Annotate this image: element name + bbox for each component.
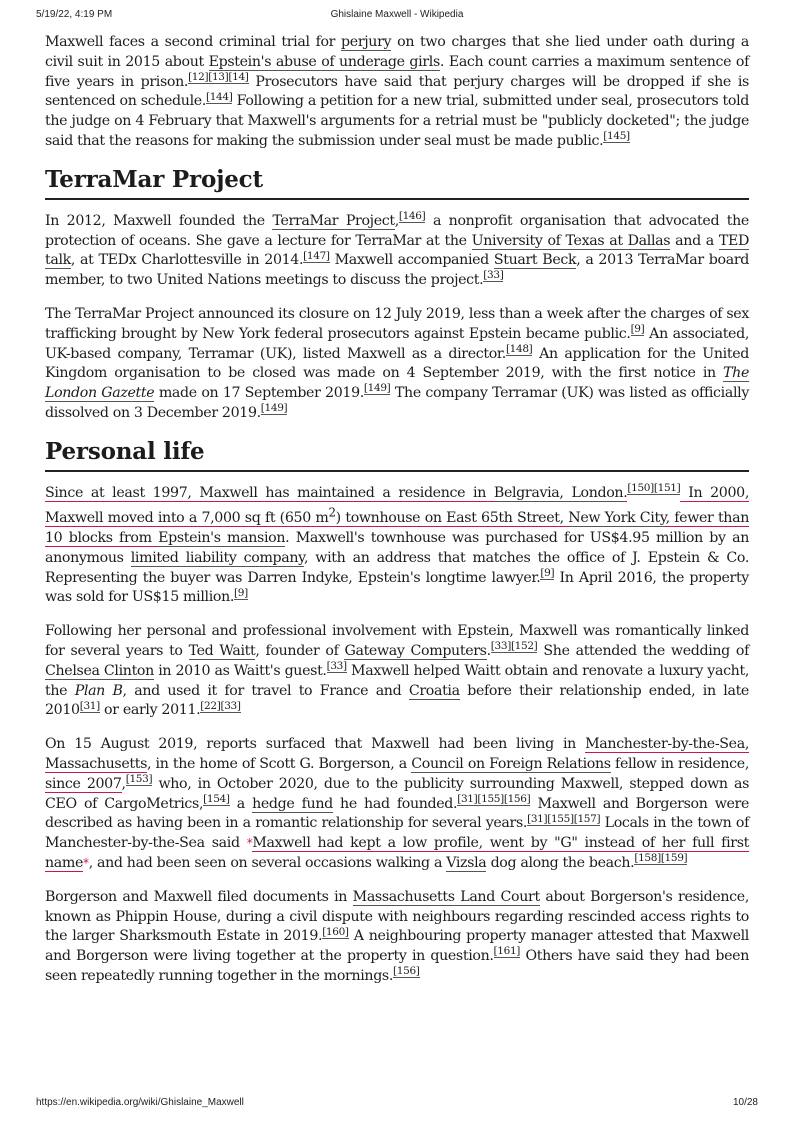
link-ted-talk[interactable]: TED talk: [45, 232, 749, 269]
link-since-2007[interactable]: since 2007: [45, 775, 122, 792]
personal-paragraph-2: Following her personal and professional involvement with Epstein, Maxwell was romantically linked for several years to Ted Waitt, founder of Gateway Computers.[33][152] She attended the wedding of Chelsea Clinton in 2010 as Waitt's guest.[33] Maxwell helped Waitt obtain and renovate a luxury yacht, the Plan B, and used it for travel to France and Croatia before their relationship ended, in late 2010[31] or early 2011.[22][33]: [45, 623, 749, 719]
citation[interactable]: [14]: [228, 70, 249, 83]
citation[interactable]: [33]: [326, 660, 347, 673]
link-vizsla[interactable]: Vizsla: [446, 855, 487, 872]
citation[interactable]: [31]: [527, 812, 548, 825]
citation[interactable]: [146]: [398, 210, 426, 223]
personal-paragraph-3: On 15 August 2019, reports surfaced that Maxwell had been living in Manchester-by-the-Sea, Massachusetts, in the home of Scott G. Borgerson, a Council on Foreign Relations fellow in residence, since 2007,[153] who, in October 2020, due to the publicity surrounding Maxwell, stepped down as CEO of CargoMetrics,[154] a hedge fund he had founded.[31][155][156] Maxwell and Borgerson were described as having been in a romantic relationship for several years.[31][155][157] Locals in the town of Manchester-by-the-Sea said *Maxwell had kept a low profile, went by "G" instead of her full first name*, and had been seen on several occasions walking a Vizsla dog along the beach.[158][159]: [45, 736, 750, 872]
link-ted-waitt[interactable]: Ted Waitt: [188, 643, 256, 660]
citation[interactable]: [157]: [573, 812, 601, 825]
citation[interactable]: [144]: [205, 90, 233, 103]
pen-underline: Since at least 1997, Maxwell has maintained a residence in Belgravia, London.: [45, 484, 628, 501]
print-page-number: 10/28: [732, 1097, 758, 1108]
link-council-foreign-relations[interactable]: Council on Foreign Relations: [411, 756, 611, 773]
link-gateway-computers[interactable]: Gateway Computers: [344, 643, 487, 660]
link-stuart-beck[interactable]: Stuart Beck: [493, 252, 577, 269]
citation[interactable]: [150]: [627, 482, 654, 495]
citation[interactable]: [155]: [477, 792, 504, 805]
citation[interactable]: [160]: [322, 925, 349, 938]
citation[interactable]: [22]: [200, 699, 221, 712]
heading-personal-life: Personal life: [45, 438, 749, 472]
intro-paragraph: Maxwell faces a second criminal trial for perjury on two charges that she lied under oath during a civil suit in 2015 about Epstein's abuse of underage girls. Each count carries a maximum sentence of five years in prison.[12][13][14] Prosecutors have said that perjury charges will be dropped if she is sentenced on schedule.[144] Following a petition for a new trial, submitted under seal, prosecutors told the judge on 4 February that Maxwell's arguments for a retrial must be "publicly docketed"; the judge said that the reasons for making the submission under seal must be made public.[145]: [45, 34, 750, 149]
print-footer: [0, 1097, 794, 1113]
print-url: https://en.wikipedia.org/wiki/Ghislaine_Maxwell: [36, 1097, 244, 1108]
citation[interactable]: [31]: [79, 699, 100, 712]
link-chelsea-clinton[interactable]: Chelsea Clinton: [45, 662, 154, 679]
article-content: [45, 33, 749, 1001]
heading-terramar: TerraMar Project: [45, 166, 749, 200]
citation[interactable]: [33]: [490, 640, 511, 653]
personal-paragraph-1: Since at least 1997, Maxwell has maintained a residence in Belgravia, London.[150][151] In 2000, Maxwell moved into a 7,000 sq ft (650 $m^2$) townhouse on East 65th Street, New York City, fewer than 10 blocks from Epstein's mansion. Maxwell's townhouse was purchased for US$4.95 million by an anonymous limited liability company, with an address that matches the office of J. Epstein & Co. Representing the buyer was Darren Indyke, Epstein's longtime lawyer.[9] In April 2016, the property was sold for US$15 million.[9]: [45, 482, 750, 606]
link-massachusetts-land-court[interactable]: Massachusetts Land Court: [352, 888, 540, 905]
pen-star-mark: *: [83, 856, 89, 871]
pen-underline: Maxwell had kept a low profile, went by "G" instead of her full first name: [45, 835, 749, 872]
citation[interactable]: [149]: [260, 402, 288, 415]
pen-star-mark: *: [246, 836, 253, 851]
link-london-gazette[interactable]: The London Gazette: [45, 365, 749, 402]
citation[interactable]: [148]: [505, 342, 533, 355]
citation[interactable]: [33]: [220, 699, 241, 712]
pen-underline: In 2000, Maxwell moved into a 7,000 sq ft (650 $m^2$) townhouse on East 65th Street, New York City, fewer than 10 blocks from: [45, 484, 750, 547]
link-epstein-mansion[interactable]: Epstein's mansion: [158, 530, 286, 547]
link-manchester-by-the-sea[interactable]: Manchester-by-the-Sea, Massachusetts: [45, 736, 749, 773]
citation[interactable]: [13]: [208, 70, 229, 83]
link-epstein-abuse[interactable]: Epstein's abuse of underage girls: [208, 53, 440, 70]
link-hedge-fund[interactable]: hedge fund: [252, 795, 333, 812]
terramar-paragraph-2: The TerraMar Project announced its closure on 12 July 2019, less than a week after the charges of sex trafficking brought by New York federal prosecutors against Epstein became public.[9] An associated, UK-based company, Terramar (UK), listed Maxwell as a director.[148] An application for the United Kingdom organisation to be closed was made on 4 September 2019, with the first notice in The London Gazette made on 17 September 2019.[149] The company Terramar (UK) was listed as officially dissolved on 3 December 2019.[149]: [45, 305, 750, 421]
citation[interactable]: [152]: [510, 640, 538, 653]
citation[interactable]: [145]: [603, 130, 630, 143]
citation[interactable]: [9]: [630, 323, 645, 336]
citation[interactable]: [153]: [125, 773, 153, 786]
link-croatia[interactable]: Croatia: [408, 682, 460, 699]
print-page-title: Ghislaine Maxwell - Wikipedia: [330, 9, 464, 20]
citation[interactable]: [158]: [634, 852, 661, 865]
link-ut-dallas[interactable]: University of Texas at Dallas: [471, 232, 671, 249]
citation[interactable]: [12]: [188, 70, 209, 83]
citation[interactable]: [156]: [393, 965, 420, 978]
print-header: [0, 9, 794, 25]
link-llc[interactable]: limited liability company: [130, 549, 304, 566]
citation[interactable]: [154]: [203, 792, 230, 805]
citation[interactable]: [9]: [234, 586, 248, 599]
link-new-york-city[interactable]: New York City: [568, 510, 666, 527]
citation[interactable]: [147]: [303, 249, 330, 262]
citation[interactable]: [156]: [503, 792, 531, 805]
citation[interactable]: [151]: [653, 482, 681, 495]
citation[interactable]: [149]: [363, 382, 391, 395]
terramar-paragraph-1: In 2012, Maxwell founded the TerraMar Project,[146] a nonprofit organisation that advocated the protection of oceans. She gave a lecture for TerraMar at the University of Texas at Dallas and a TED talk, at TEDx Charlottesville in 2014.[147] Maxwell accompanied Stuart Beck, a 2013 TerraMar board member, to two United Nations meetings to discuss the project.[33]: [45, 210, 749, 289]
link-belgravia[interactable]: Belgravia, London: [493, 484, 624, 501]
link-terramar-project[interactable]: TerraMar Project: [272, 212, 395, 229]
citation[interactable]: [9]: [540, 566, 555, 579]
link-perjury[interactable]: perjury: [341, 34, 392, 50]
citation[interactable]: [155]: [547, 812, 574, 825]
citation[interactable]: [161]: [493, 945, 521, 958]
citation[interactable]: [31]: [457, 792, 478, 805]
citation[interactable]: [33]: [483, 269, 504, 282]
personal-paragraph-4: Borgerson and Maxwell filed documents in Massachusetts Land Court about Borgerson's residence, known as Phippin House, during a civil dispute with neighbours regarding rescinded access rights to the larger Sharksmouth Estate in 2019.[160] A neighbouring property manager attested that Maxwell and Borgerson were living together at the property in question.[161] Others have said they had been seen repeatedly running together in the mornings.[156]: [45, 888, 749, 985]
print-timestamp: 5/19/22, 4:19 PM: [36, 9, 113, 20]
citation[interactable]: [159]: [660, 852, 688, 865]
